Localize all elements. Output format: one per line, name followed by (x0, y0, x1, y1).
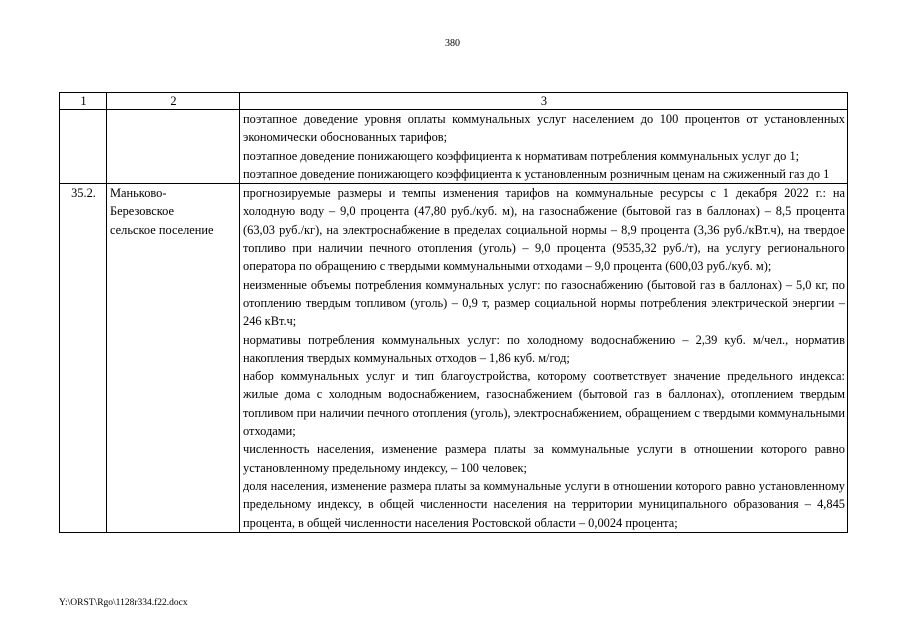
paragraph: численность населения, изменение размера платы за коммунальные услуги в отношении которого равно установленному предельному индексу, – 100 человек; (243, 442, 845, 475)
header-row (60, 93, 848, 110)
data-table (59, 92, 848, 533)
column-header-2: 2 (107, 93, 240, 110)
row-number-cell (60, 110, 107, 184)
paragraph: поэтапное доведение понижающего коэффициента к нормативам потребления коммунальных услуг до 1; (243, 148, 800, 163)
paragraph: прогнозируемые размеры и темпы изменения тарифов на коммунальные ресурсы с 1 декабря 2022 г.: на холодную воду – 9,0 процента (47,80 руб./куб. м), на газоснабжение (бытовой газ в баллонах) – 8,5 процента (63,03 руб./кг), на электроснабжение в пределах социальной нормы – 8,9 процента (3,36 руб./кВт.ч), на твердое топливо при наличии печного отопления (уголь) – 9,0 процента (9535,32 руб./т), на услугу регионального оператора по обращению с твердыми коммунальными отходами – 9,0 процента (600,03 руб./куб. м); (243, 186, 845, 274)
settlement-name-line: Березовское (110, 204, 174, 219)
settlement-name-line: сельское поселение (110, 222, 214, 237)
column-header-1: 1 (60, 93, 107, 110)
file-path-footer: Y:\ORST\Rgo\1128r334.f22.docx (59, 598, 188, 608)
column-header-3: 3 (240, 93, 848, 110)
settlement-name-cell (107, 184, 240, 533)
description-cell (240, 184, 848, 533)
page-number: 380 (445, 38, 460, 49)
settlement-name-cell (107, 110, 240, 184)
description-cell (240, 110, 848, 184)
paragraph: набор коммунальных услуг и тип благоустройства, которому соответствует значение предельного индекса: жилые дома с холодным водоснабжением, газоснабжением (бытовой газ в баллонах), отоплением твердым топливом при наличии печного отопления (уголь), электроснабжением, обращением с твердыми коммунальными отходами; (243, 369, 845, 439)
paragraph: поэтапное доведение уровня оплаты коммунальных услуг населением до 100 процентов от установленных экономически обоснованных тарифов; (243, 112, 845, 145)
paragraph: неизменные объемы потребления коммунальных услуг: по газоснабжению (бытовой газ в баллонах) – 5,0 кг, по отоплению твердым топливом (уголь) – 0,9 т, размер социальной нормы потребления электрической энергии – 246 кВт.ч; (243, 277, 845, 329)
table-row (60, 110, 848, 184)
paragraph: нормативы потребления коммунальных услуг: по холодному водоснабжению – 2,39 куб. м/чел., норматив накопления твердых коммунальных отходов – 1,86 куб. м/год; (243, 332, 845, 365)
paragraph: доля населения, изменение размера платы за коммунальные услуги в отношении которого равно установленному предельному индексу, в общей численности населения на территории муниципального образования – 4,845 процента, в общей численности населения Ростовской области – 0,0024 процента; (243, 478, 845, 530)
row-number-cell: 35.2. (60, 184, 107, 533)
paragraph: поэтапное доведение понижающего коэффициента к установленным розничным ценам на сжиженный газ до 1 (243, 166, 830, 181)
settlement-name-line: Маньково- (110, 186, 167, 201)
table-row (60, 184, 848, 533)
